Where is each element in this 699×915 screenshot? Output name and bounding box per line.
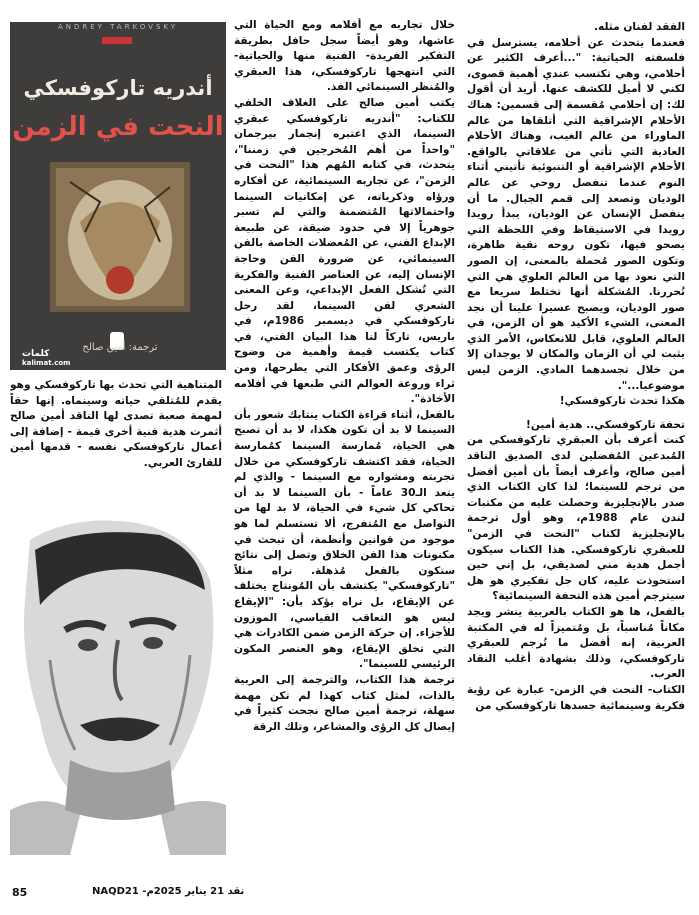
cover-series-text: ANDREY TARKOVSKY <box>57 23 179 31</box>
paragraph: بالفعل، أثناء قراءة الكتاب ينتابك شعور بأن السينما لا بد أن تكون هكذا، لا بد أن تصبح هي الحياة، مُمارسة السينما كمُمارسة الحياة، فقد اكتشف تاركوفسكي من خلال تجربته ومشواره مع السينما - والذي لم يتعد الـ30 عاماً - بأن السينما لا بد أن تحاكي كل شيء في الحياة، لا بد لها من التواصل مع المُتفرج، ألا تستسلم لما هو موجود من قوانين وأنظمة، أن تبحث في مكنونات هذا الفن الخلاق وتصل إلى نتائج ستكون بالفعل مُذهلة. نراه مثلاً "تاركوفسكي" يكتشف بأن المُونتاج يختلف عن الإيقاع، بل نراه يؤكد بأن: "الإيقاع ليس هو التعاقب القياسي، الموزون للأجزاء. إن حركة الزمن ضمن الكادرات هي التي تخلق الإيقاع، وهو العنصر المكون الرئيسي للسينما". <box>234 408 455 671</box>
cover-badge <box>102 37 132 44</box>
tarkovsky-portrait-illustration <box>10 510 226 855</box>
article-column-middle <box>234 18 455 868</box>
paragraph: الكتاب- النحت في الزمن- عبارة عن رؤية فكرية وسينمائية جسدها تاركوفسكي من <box>467 683 685 712</box>
article-column-left <box>10 378 222 496</box>
paragraph: فعندما يتحدث عن أحلامه، يسترسل في فلسفته الحياتية: "...أعرف الكثير عن أحلامي، وهي تكتسب عندي أهمية قصوى، لكني لا أميل للكشف عنها. أريد أن أقول لك: إن أحلامي مُقسمة إلى قسمين: هناك الأحلام الإشراقية التي أتلقاها من عالم الماوراء من عالم الغيب، وهناك الأحلام العادية التي تأتي من علاقاتي بالواقع. الأحلام الإشراقية أو التنبوئية تأتيني أثناء النوم عندما تنفصل روحي عن عالم الوديان وتصعد إلى قمم الجبال. ما أن ينفصل الإنسان عن الوديان، يبدأ رويدا رويدا في الاستيقاظ وفي اللحظة التي يصحو فيها، تكون روحه نقية طاهرة، وتكون الصور مُحملة بالمعنى، إن الصور التي نعود بها من العالم العلوي هي التي تُحررنا. المُشكلة أنها تختلط سريعا مع صور الوديان، ويصبح عسيرا علينا أن نجد المعنى، الشيء الأكيد هو أن الزمن، في العالم العلوي، قابل للانعكاس، الأمر الذي يثبت لي أن الزمان والمكان لا يوجدان إلا من خلال تجسدهما المادي. الزمن ليس موضوعيا...". <box>467 36 685 392</box>
book-cover-image <box>10 22 226 370</box>
article-column-right <box>467 20 685 870</box>
paragraph: كنت أعرف بأن العبقري تاركوفسكي من المُبدعين المُفضلين لدى الصديق الناقد أمين صالح، وأعرف أيضاً بأن أمين أفضل من ترجم للسينما؛ لذا كان الكتاب الذي صدر بالإنجليزية وحصلت عليه من مكتبات لندن عام 1988م، وهو أول ترجمة بالإنجليزية لكتاب "النحت في الزمن" للعبقري تاركوفسكي. هذا الكتاب سيكون أجمل هدية مني لصديقي، بل إني حين استحوذت عليه، كان جل تفكيري هو هل سيترجم أمين هذه التحفة السينمائية؟ <box>467 434 685 603</box>
page-number: 85 <box>12 886 28 899</box>
section-heading: تحفة تاركوفسكي.. هدية أمين! <box>526 418 685 431</box>
paragraph: هكذا تحدث تاركوفسكي! <box>559 395 685 408</box>
paragraph: ترجمة هذا الكتاب، والترجمة إلى العربية بالذات، لمثل كتاب كهذا لم تكن مهمة سهلة، ترجمة أمين صالح نجحت كثيراً في إيصال كل الرؤى والمشاعر، وتلك الرقة <box>234 673 455 733</box>
paragraph: بالفعل، ها هو الكتاب بالعربية ينشر ويجد مكاناً مُناسباً، بل ومُتميزاً له في المكتبة العربية، إنه أفضل ما تُرجم للعبقري تاركوفسكي، وذلك بشهادة أغلب النقاد العرب. <box>467 605 685 681</box>
paragraph: المتناهية التي تحدث بها تاركوفسكي وهو يقدم للمُتلقي حياته وسينماه. إنها حقاً لمهمة صعبة تصدى لها الناقد أمين صالح أثمرت هدية فنية أخرى قيمة - إضافة إلى أعمال تاركوفسكي نفسه - قدمها أمين للقارئ العربي. <box>10 379 222 469</box>
paragraph: خلال تجاربه مع أفلامه ومع الحياة التي عاشها، وهو أيضاً سجل حافل بطريقة التفكير الفريدة- الفنية منها والحياتية- التي انتهجها تاركوفسكي، هذا العبقري والمُنظر السينمائي الفذ. <box>234 19 455 94</box>
cover-title: النحت في الزمن <box>12 112 224 142</box>
cover-artwork <box>50 162 190 312</box>
paragraph: يكتب أمين صالح على الغلاف الخلفي للكتاب: "أندريه تاركوفسكي عبقري السينما، الذي اعتبره إنجمار بيرجمان "واحداً من أهم المُخرجين في زمننا"، يتحدث، في كتابه المُهم هذا "النحت في الزمن"، عن تجاربه السينمائية، عن أفكاره ورؤاه وذكرياته، عن إمكانيات السينما واحتمالاتها المُتضمنة والتي لم تسبر جوهرياً إلا في حدود ضيقة، عن طبيعة الإبداع الفني، عن المُعضلات الخاصة بالفن السينمائي، عن ضرورة الفن وحاجة الإنسان إليه، عن العناصر الفنية والفكرية التي تُشكل الفعل الإبداعي، وعن المعنى الشعري لفن السينما، لقد رحل تاركوفسكي في ديسمبر 1986م، في باريس، تاركاً لنا هذا البيان الفني، في كتاب يكتسب قيمة وأهمية من وضوح الرؤى وعمق الأفكار التي يطرحها، ومن ثراء وروعة العوالم التي طبعها في أفلامه الأخاذة". <box>234 96 455 406</box>
issue-label: نقد 21 يناير 2025م- NAQD21 <box>92 886 245 897</box>
cover-author: أندريه تاركوفسكي <box>23 76 213 100</box>
paragraph: الفقد لفنان مثله. <box>594 21 685 33</box>
website-watermark: كلمات kalimat.com <box>22 349 71 367</box>
cover-translator: ترجمة: أمين صالح <box>82 342 158 353</box>
